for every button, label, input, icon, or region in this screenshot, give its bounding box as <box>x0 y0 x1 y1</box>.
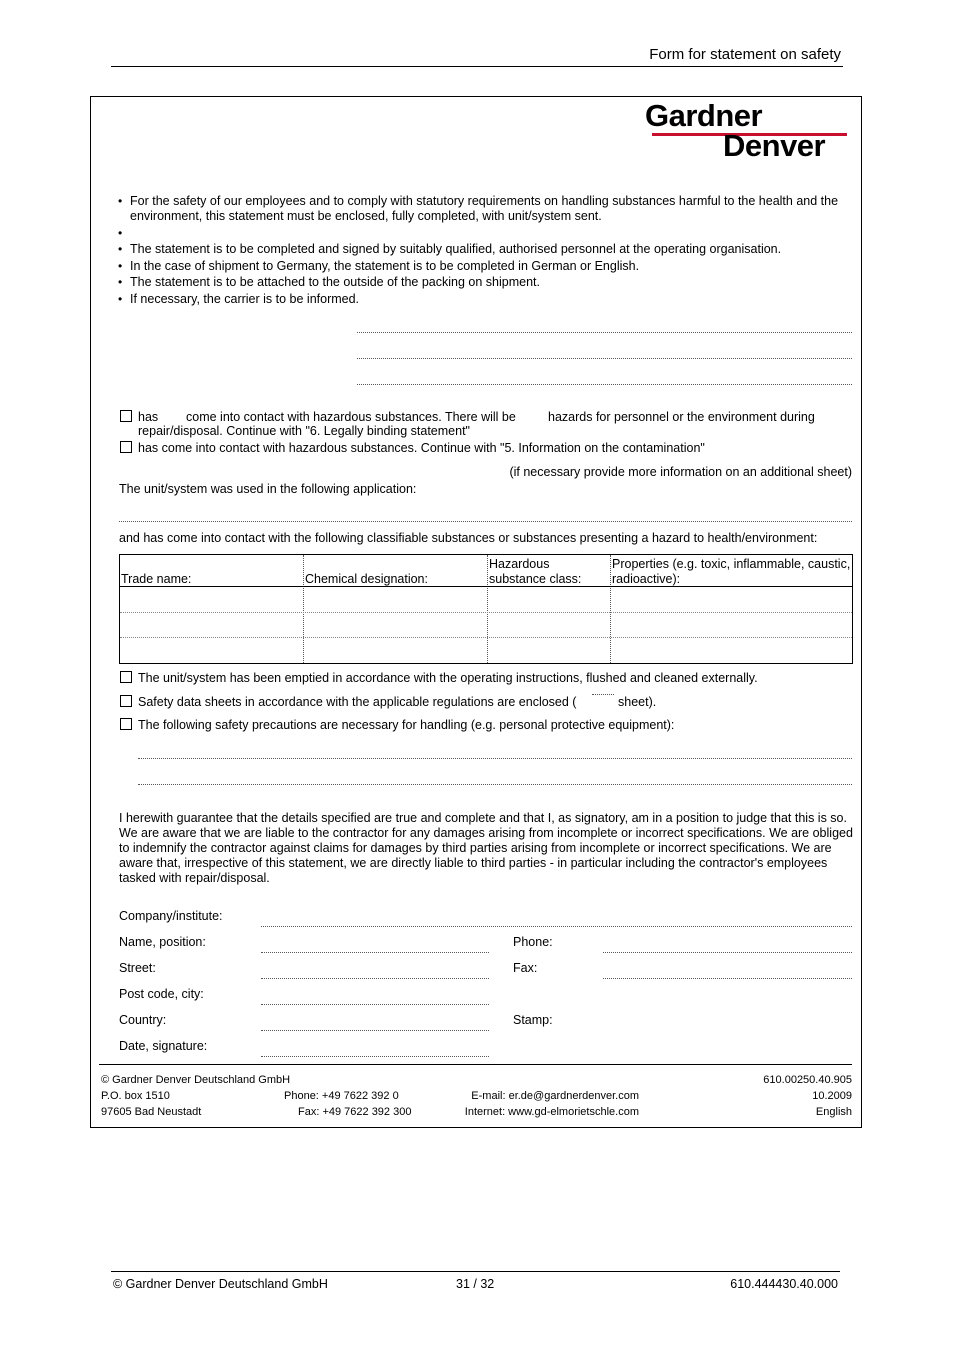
safety-data-text-a: Safety data sheets in accordance with the applicable regulations are enclosed ( <box>138 695 577 709</box>
name-field[interactable] <box>261 952 489 953</box>
table-header-row <box>119 554 853 587</box>
safety-data-checkbox[interactable] <box>120 695 132 707</box>
table-row[interactable] <box>119 611 853 635</box>
emptied-checkbox[interactable] <box>120 671 132 683</box>
instructions-list <box>118 194 848 308</box>
header-rule <box>111 66 843 67</box>
option2-text: has come into contact with hazardous substances. Continue with "5. Information on the contamination" <box>138 441 705 455</box>
page-header-title: Form for statement on safety <box>649 46 841 63</box>
table-row[interactable] <box>119 635 853 659</box>
footer-company: © Gardner Denver Deutschland GmbH <box>101 1074 291 1086</box>
footer-city: 97605 Bad Neustadt <box>101 1106 202 1118</box>
option1-text-c: hazards for personnel or the environment during <box>548 410 815 424</box>
unit-field-line[interactable] <box>357 358 852 359</box>
precautions-field-line[interactable] <box>138 784 852 785</box>
date-field[interactable] <box>261 1056 489 1057</box>
option1-text-b: come into contact with hazardous substances. There will be <box>186 410 516 424</box>
fax-field[interactable] <box>603 978 852 979</box>
footer-internet[interactable]: Internet: www.gd-elmorietschle.com <box>464 1106 639 1118</box>
additional-sheet-note: (if necessary provide more information on an additional sheet) <box>509 465 852 479</box>
page-footer-docno: 610.444430.40.000 <box>730 1277 838 1291</box>
company-field[interactable] <box>261 926 852 927</box>
footer-docno: 610.00250.40.905 <box>763 1074 852 1086</box>
footer-phone: Phone: +49 7622 392 0 <box>284 1090 399 1102</box>
legal-statement: I herewith guarantee that the details specified are true and complete and that I, as signatory, am in a position to judge that this is so. We are aware that we are liable to the contractor for any damages arising from incomplete or incorrect specifications. We are obliged to indemnify the contractor against claims for damages by third parties arising from incomplete or incorrect specifications. We are aware that, irrespective of this statement, we are directly liable to third parties - in particular including the contractor's employees tasked with repair/disposal. <box>119 811 853 885</box>
footer-email[interactable]: E-mail: er.de@gardnerdenver.com <box>471 1090 639 1102</box>
unit-field-line[interactable] <box>357 332 852 333</box>
application-label: The unit/system was used in the following application: <box>119 482 417 496</box>
page-footer-rule <box>111 1271 840 1272</box>
footer-language: English <box>815 1106 852 1118</box>
footer-pobox: P.O. box 1510 <box>101 1090 170 1102</box>
column-header: Properties (e.g. toxic, inflammable, caustic, radioactive): <box>612 557 851 586</box>
street-label: Street: <box>119 961 156 975</box>
form-footer-rule <box>99 1064 852 1065</box>
phone-field[interactable] <box>603 952 852 953</box>
contaminated-checkbox[interactable] <box>120 441 132 453</box>
page-number: 31 / 32 <box>456 1277 495 1291</box>
substances-label: and has come into contact with the following classifiable substances or substances presenting a hazard to health/environment: <box>119 531 818 545</box>
column-header: Trade name: <box>121 572 192 586</box>
logo-word-2: Denver <box>723 128 826 163</box>
date-label: Date, signature: <box>119 1039 208 1053</box>
emptied-text: The unit/system has been emptied in accordance with the operating instructions, flushed and cleaned externally. <box>138 671 758 685</box>
precautions-field-line[interactable] <box>138 758 852 759</box>
footer-fax: Fax: +49 7622 392 300 <box>298 1106 412 1118</box>
option1-text-d: repair/disposal. Continue with "6. Legally binding statement" <box>138 424 470 438</box>
option1-text-a: has <box>138 410 159 424</box>
logo-word-1: Gardner <box>645 98 763 133</box>
country-field[interactable] <box>261 1030 489 1031</box>
column-header: Hazardous substance class: <box>489 557 582 586</box>
name-label: Name, position: <box>119 935 206 949</box>
instruction-item: • For the safety of our employees and to comply with statutory requirements on handling substances harmful to the health and the environment, this statement must be enclosed, fully completed, with unit/system sent. <box>118 194 848 224</box>
page-footer-company: © Gardner Denver Deutschland GmbH <box>113 1277 328 1291</box>
unit-field-line[interactable] <box>357 384 852 385</box>
safety-data-text-b: sheet). <box>618 695 657 709</box>
stamp-label: Stamp: <box>513 1013 553 1027</box>
instruction-item <box>118 226 848 241</box>
precautions-checkbox[interactable] <box>120 718 132 730</box>
phone-label: Phone: <box>513 935 553 949</box>
gardner-denver-logo <box>645 98 853 164</box>
footer-date: 10.2009 <box>812 1090 852 1102</box>
company-label: Company/institute: <box>119 909 223 923</box>
instruction-item: • The statement is to be attached to the outside of the packing on shipment. <box>118 275 848 290</box>
street-field[interactable] <box>261 978 489 979</box>
fax-label: Fax: <box>513 961 538 975</box>
sheet-count-field[interactable] <box>592 694 614 695</box>
application-field-line[interactable] <box>119 521 852 522</box>
precautions-text: The following safety precautions are necessary for handling (e.g. personal protective equipment): <box>138 718 675 732</box>
table-row[interactable] <box>119 587 853 611</box>
postcode-label: Post code, city: <box>119 987 204 1001</box>
country-label: Country: <box>119 1013 167 1027</box>
instruction-item: • In the case of shipment to Germany, the statement is to be completed in German or English. <box>118 259 848 274</box>
instruction-item: • If necessary, the carrier is to be informed. <box>118 292 848 307</box>
substances-table <box>119 554 853 659</box>
column-header: Chemical designation: <box>305 572 428 586</box>
not-contaminated-checkbox[interactable] <box>120 410 132 422</box>
postcode-field[interactable] <box>261 1004 489 1005</box>
instruction-item: • The statement is to be completed and signed by suitably qualified, authorised personnel at the operating organisation. <box>118 242 848 257</box>
